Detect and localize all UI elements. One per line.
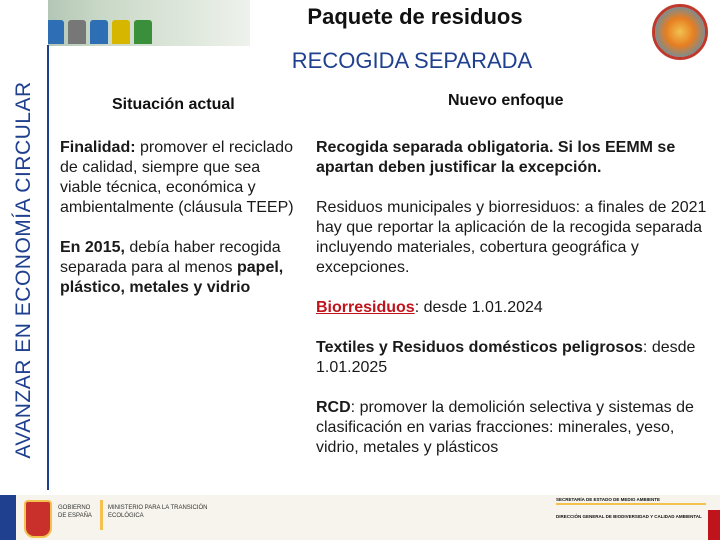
left-paragraph-2015 — [60, 238, 300, 298]
sidebar-divider — [47, 45, 49, 490]
right-paragraph-textiles — [316, 338, 712, 378]
purpose-text: promover el reciclado de calidad, siempre que sea viable técnica, económica y ambientalmente (cláusula TEEP) — [60, 139, 294, 216]
flag-icon — [708, 510, 720, 540]
right-paragraph-municipal: Residuos municipales y biorresiduos: a finales de 2021 hay que reportar la aplicación de la recogida separada incluyendo materiales, cobertura geográfica y excepciones. — [316, 199, 707, 276]
left-column — [60, 138, 300, 318]
left-paragraph-purpose — [60, 138, 300, 218]
rcd-label: RCD — [316, 399, 351, 416]
bin-icon — [134, 20, 152, 44]
right-paragraph-rcd — [316, 398, 712, 458]
bin-icon — [112, 20, 130, 44]
eu-flag-icon — [0, 495, 16, 540]
year-text: debía haber recogida separada para al menos — [60, 239, 281, 276]
directorate-label: DIRECCIÓN GENERAL DE BIODIVERSIDAD Y CALIDAD AMBIENTAL — [556, 514, 702, 519]
biowaste-label: Biorresiduos — [316, 299, 415, 316]
year-label: En 2015, — [60, 239, 125, 256]
bin-icon — [46, 20, 64, 44]
right-column-heading: Nuevo enfoque — [448, 92, 564, 109]
rcd-text: : promover la demolición selectiva y sistemas de clasificación en varias fracciones: minerales, yeso, vidrio, metales y plásticos — [316, 399, 694, 456]
textiles-date: : desde 1.01.2025 — [316, 339, 696, 376]
bin-icon — [90, 20, 108, 44]
purpose-label: Finalidad: — [60, 139, 136, 156]
page-title: Paquete de residuos — [307, 4, 523, 29]
bin-icon — [68, 20, 86, 44]
sidebar-vertical-title: AVANZAR EN ECONOMÍA CIRCULAR — [12, 81, 35, 459]
ministry-label: MINISTERIO PARA LA TRANSICIÓN ECOLÓGICA — [108, 505, 208, 519]
sidebar — [0, 0, 48, 500]
right-column — [316, 138, 712, 478]
left-column-heading: Situación actual — [112, 96, 235, 113]
biowaste-date: : desde 1.01.2024 — [414, 299, 543, 316]
government-label: GOBIERNO DE ESPAÑA — [58, 505, 92, 519]
footer-divider — [100, 500, 103, 530]
right-paragraph-mandatory: Recogida separada obligatoria. Si los EEMM se apartan deben justificar la excepción. — [316, 139, 676, 176]
page-subtitle: RECOGIDA SEPARADA — [291, 48, 533, 73]
secretariat-label: SECRETARÍA DE ESTADO DE MEDIO AMBIENTE — [556, 497, 706, 505]
spain-crest-icon — [24, 500, 52, 538]
materials-text: papel, plástico, metales y vidrio — [60, 259, 284, 296]
right-paragraph-biowaste — [316, 298, 712, 318]
circular-economy-logo-icon — [652, 4, 708, 60]
textiles-label: Textiles y Residuos domésticos peligrosos — [316, 339, 643, 356]
